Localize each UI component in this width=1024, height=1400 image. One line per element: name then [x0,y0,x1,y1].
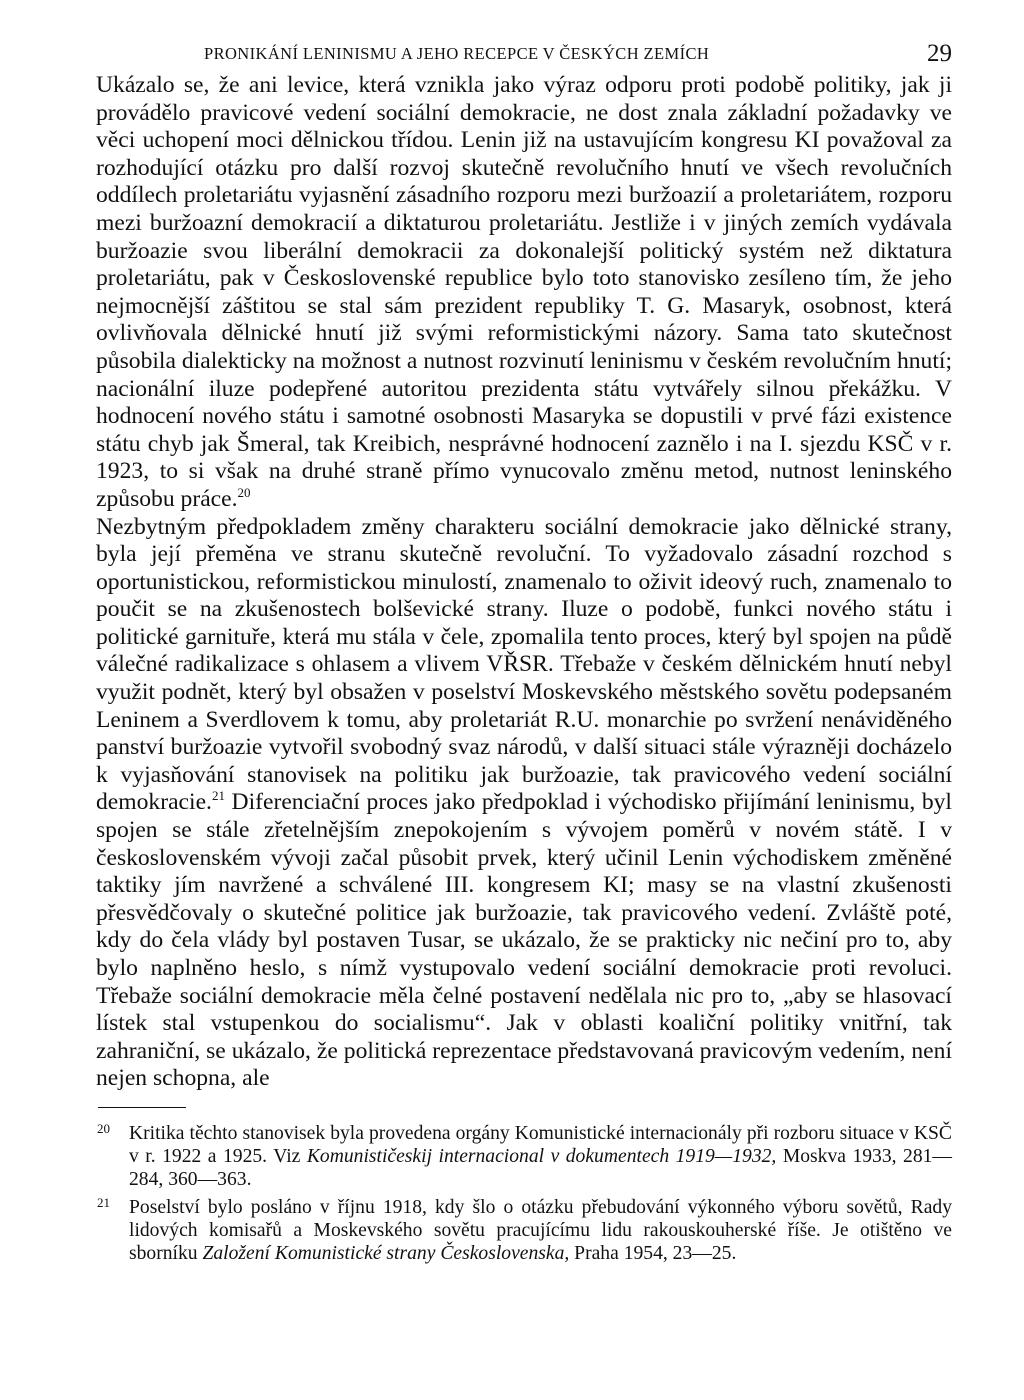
running-header [96,28,952,68]
footnote-italic-title: Komunističeskij internacional v dokumentech 1919—1932, [306,1146,777,1168]
paragraph-text: Diferenciační proces jako předpoklad i východisko přijímání leninismu, byl spojen se stále zřetelnějším znepokojením s vývojem poměrů v novém státě. I v československém vývoji začal působit prvek, který učinil Lenin východiskem změněné taktiky jím navržené a schválené III. kongresem KI; masy se na vlastní zkušenosti přesvědčovaly o skutečné politice jak buržoazie, tak pravicového vedení. Zvláště poté, kdy do čela vlády byl postaven Tusar, se ukázalo, že se prakticky nic nečiní pro to, aby bylo naplněno heslo, s nímž vystupovalo vedení sociální demokracie proti revoluci. Třebaže sociální demokracie měla čelné postavení nedělala nic pro to, „aby se hlasovací lístek stal vstupenkou do socialismu“. Jak v oblasti koaliční politiky vnitřní, tak zahraniční, se ukázalo, že politická reprezentace představovaná pravicovým vedením, není nejen schopna, ale [96,789,952,1092]
running-title: PRONIKÁNÍ LENINISMU A JEHO RECEPCE V ČESKÝCH ZEMÍCH [204,44,710,63]
footnote-italic-title: Založení Komunistické strany Československa, [202,1242,570,1264]
footnote-number: 20 [97,1120,110,1136]
paragraph [96,72,952,514]
book-page [96,28,952,1269]
paragraph-text: Ukázalo se, že ani levice, která vznikla jako výraz odporu proti podobě politiky, jak ji provádělo pravicové vedení sociální demokracie, ne dost znala základní požadavky ve věci uchopení moci dělnickou třídou. Lenin již na ustavujícím kongresu KI považoval za rozhodující otázku pro další rozvoj skutečně revolučního hnutí ve všech revolučních oddílech proletariátu vyjasnění zásadního rozporu mezi buržoazií a proletariátem, rozporu mezi buržoazní demokracií a diktaturou proletariátu. Jestliže i v jiných zemích vydávala buržoazie svou liberální demokracii za dokonalejší politický systém než diktatura proletariátu, pak v Československé republice bylo toto stanovisko zesíleno tím, že jeho nejmocnější záštitou se stal sám prezident republiky T. G. Masaryk, osobnost, která ovlivňovala dělnické hnutí již svými reformistickými názory. Sama tato skutečnost působila dialekticky na možnost a nutnost rozvinutí leninismu v českém revolučním hnutí; nacionální iluze podepřené autoritou prezidenta státu vytvářely silnou překážku. V hodnocení nového státu i samotné osobnosti Masaryka se dopustili v prvé fázi existence státu chyb jak Šmeral, tak Kreibich, nesprávné hodnocení zaznělo i na I. sjezdu KSČ v r. 1923, to si však na druhé straně přímo vynucovalo změnu metod, nutnost leninského způsobu práce. [96,72,952,512]
footnote-text: Poselství bylo posláno v říjnu 1918, kdy šlo o otázku přebudování výkonného výboru sovětů, Rady lidových komisařů a Moskevského sovětu pracujícímu lidu rakouskouherské říše. Je otištěno ve sborníku [129,1196,952,1264]
footnote-text: Praha 1954, 23—25. [569,1242,737,1264]
footnote [96,1196,952,1266]
footnote [96,1122,952,1192]
footnote-reference: 20 [237,484,251,500]
footnotes [96,1122,952,1265]
footnote-text: Kritika těchto stanovisek byla provedena orgány Komunistické internacionály při rozboru situace v KSČ v r. 1922 a 1925. Viz [129,1122,952,1168]
footnote-separator [98,1107,186,1108]
page-number: 29 [927,40,952,67]
paragraph-text: Nezbytným předpokladem změny charakteru sociální demokracie jako dělnické strany, byla její přeměna ve stranu skutečně revoluční. To vyžadovalo zásadní rozchod s oportunistickou, reformistickou minulostí, znamenalo to oživit ideový ruch, znamenalo to poučit se na zkušenostech bolševické strany. Iluze o podobě, funkci nového státu i politické garnituře, která mu stála v čele, zpomalila tento proces, který byl spojen na půdě válečné radikalizace s ohlasem a vlivem VŘSR. Třebaže v českém dělnickém hnutí nebyl využit podnět, který byl obsažen v poselství Moskevského městského sovětu podepsaném Leninem a Sverdlovem k tomu, aby proletariát R.U. monarchie po svržení nenáviděného panství buržoazie vytvořil svobodný svaz národů, v další situaci stále výrazněji docházelo k vyjasňování stanovisek na politiku jak buržoazie, tak pravicového vedení sociální demokracie. [96,513,952,816]
footnote-reference: 21 [211,788,225,804]
footnote-number: 21 [97,1194,110,1210]
body-text [96,72,952,1093]
footnote-text: Moskva 1933, 281—284, 360—363. [129,1146,953,1191]
paragraph [96,514,952,1093]
